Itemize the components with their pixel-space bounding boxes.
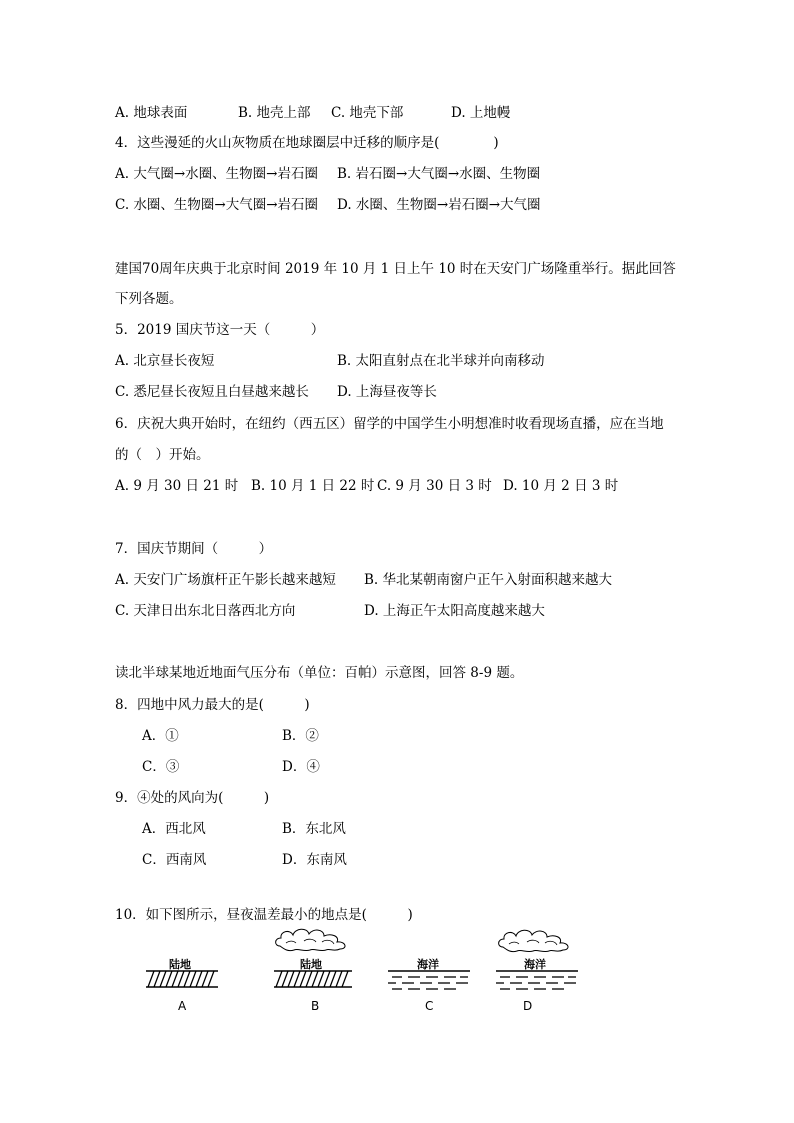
q7-option-b: B. 华北某朝南窗户正午入射面积越来越大 [364, 572, 613, 588]
q4-option-a: A. 大气圈→水圈、生物圈→岩石圈 [115, 166, 318, 182]
letter-a: A [178, 999, 187, 1013]
q10-stem: 10．如下图所示，昼夜温差最小的地点是( ) [115, 907, 413, 923]
q6-stem-line2: 的（ ）开始。 [115, 447, 210, 463]
q5-option-c: C. 悉尼昼长夜短且白昼越来越长 [115, 384, 309, 400]
q4-option-c: C. 水圈、生物圈→大气圈→岩石圈 [115, 197, 319, 213]
q8-stem: 8．四地中风力最大的是( ) [115, 697, 310, 713]
sea-lines-d [496, 970, 578, 992]
q6-option-b: B. 10 月 1 日 22 时 [251, 478, 375, 494]
q8-option-d: D．④ [282, 759, 320, 775]
q5-option-a: A. 北京昼长夜短 [115, 353, 215, 369]
land-hatch-b [274, 970, 352, 990]
q9-option-d: D．东南风 [282, 852, 347, 868]
q7-option-d: D. 上海正午太阳高度越来越大 [364, 603, 545, 619]
q5-stem: 5．2019 国庆节这一天（ ） [115, 322, 325, 338]
intro-70-line2: 下列各题。 [115, 291, 183, 307]
q4-option-d: D. 水圈、生物圈→岩石圈→大气圈 [337, 197, 541, 213]
q8-option-a: A．① [142, 728, 179, 744]
q3-option-a: A. 地球表面 [115, 105, 188, 121]
q7-option-a: A. 天安门广场旗杆正午影长越来越短 [115, 572, 336, 588]
q6-option-c: C. 9 月 30 日 3 时 [377, 478, 492, 494]
q9-option-b: B．东北风 [282, 821, 346, 837]
q8-option-c: C．③ [142, 759, 180, 775]
q3-option-b: B. 地壳上部 [238, 105, 311, 121]
letter-d: D [523, 999, 533, 1013]
cloud-icon [497, 927, 573, 953]
q5-option-d: D. 上海昼夜等长 [337, 384, 437, 400]
q3-option-c: C. 地壳下部 [331, 105, 404, 121]
land-label-a: 陆地 [169, 958, 191, 971]
sea-label-d: 海洋 [524, 958, 546, 971]
letter-c: C [425, 999, 434, 1013]
q6-option-d: D. 10 月 2 日 3 时 [503, 478, 619, 494]
sea-label-c: 海洋 [417, 958, 439, 971]
q8-option-b: B．② [282, 728, 319, 744]
q5-option-b: B. 太阳直射点在北半球并向南移动 [337, 353, 545, 369]
intro-8-9: 读北半球某地近地面气压分布（单位：百帕）示意图，回答 8-9 题。 [115, 665, 524, 681]
cloud-icon [274, 926, 350, 952]
land-hatch-a [146, 970, 218, 990]
q9-option-a: A．西北风 [142, 821, 206, 837]
q3-option-d: D. 上地幔 [451, 105, 511, 121]
q4-option-b: B. 岩石圈→大气圈→水圈、生物圈 [337, 166, 541, 182]
q7-option-c: C. 天津日出东北日落西北方向 [115, 603, 296, 619]
q9-option-c: C．西南风 [142, 852, 207, 868]
q6-stem-line1: 6．庆祝大典开始时，在纽约（西五区）留学的中国学生小明想准时收看现场直播，应在当地 [115, 416, 664, 432]
sea-lines-c [388, 970, 470, 992]
intro-70-line1: 建国70周年庆典于北京时间 2019 年 10 月 1 日上午 10 时在天安门广场隆重举行。据此回答 [115, 261, 676, 277]
land-label-b: 陆地 [300, 958, 322, 971]
q9-stem: 9．④处的风向为( ) [115, 790, 270, 806]
q4-stem: 4．这些漫延的火山灰物质在地球圈层中迁移的顺序是( ) [115, 135, 499, 151]
letter-b: B [311, 999, 320, 1013]
q6-option-a: A. 9 月 30 日 21 时 [115, 478, 239, 494]
q7-stem: 7．国庆节期间（ ） [115, 541, 273, 557]
